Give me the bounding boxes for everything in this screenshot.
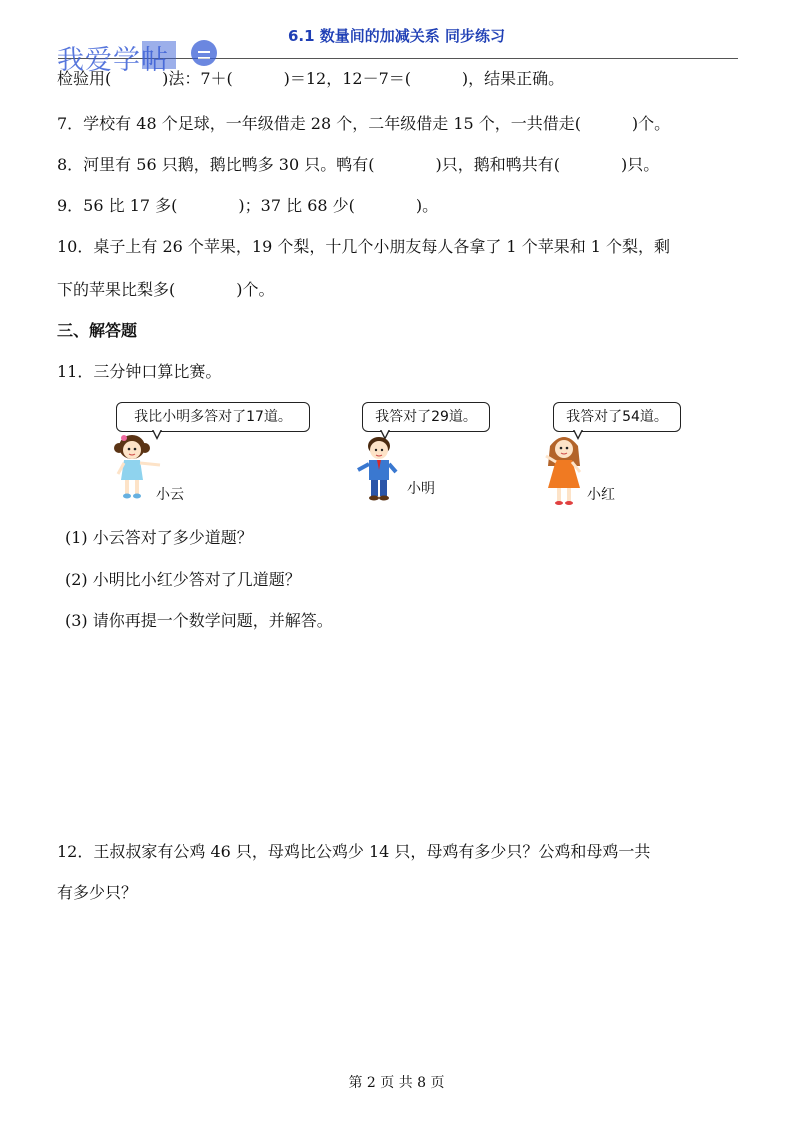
section-3-heading: 三、解答题 [57,321,138,340]
check-line: 检验用( )法：7＋( )＝12，12－7＝( )，结果正确。 [57,69,565,88]
question-8: 8．河里有 56 只鹅，鹅比鸭多 30 只。鸭有( )只，鹅和鸭共有( )只。 [57,155,660,174]
name-xiaoyun: 小云 [156,487,184,503]
question-12-line1: 12．王叔叔家有公鸡 46 只，母鸡比公鸡少 14 只，母鸡有多少只？公鸡和母鸡一共 [57,842,651,861]
page-footer: 第 2 页 共 8 页 [348,1075,445,1091]
xiaoming-figure [352,434,402,504]
q11-sub-1: (1) 小云答对了多少道题？ [65,528,253,547]
question-7: 7．学校有 48 个足球，一年级借走 28 个，二年级借走 15 个，一共借走( )个。 [57,114,671,133]
question-9: 9．56 比 17 多( )；37 比 68 少( )。 [57,196,439,215]
question-12-line2: 有多少只？ [57,883,138,902]
name-xiaoming: 小明 [407,481,435,497]
xiaohong-figure [540,432,588,508]
q11-sub-3: (3) 请你再提一个数学问题，并解答。 [65,611,333,630]
page-header-title: 6.1 数量间的加减关系 同步练习 [287,27,506,45]
q11-sub-2: (2) 小明比小红少答对了几道题？ [65,570,301,589]
question-10-line1: 10．桌子上有 26 个苹果，19 个梨，十几个小朋友每人各拿了 1 个苹果和 1 个梨，剩 [57,237,671,256]
logo-badge-icon [191,40,217,66]
bubble-xiaoming: 我答对了29道。 [362,402,490,432]
bubble-xiaohong: 我答对了54道。 [553,402,681,432]
bubble-xiaoyun: 我比小明多答对了17道。 [116,402,310,432]
question-11: 11．三分钟口算比赛。 [57,362,222,381]
watermark-text: 我爱学帖 [57,45,169,76]
name-xiaohong: 小红 [587,487,615,503]
question-10-line2: 下的苹果比梨多( )个。 [57,280,275,299]
